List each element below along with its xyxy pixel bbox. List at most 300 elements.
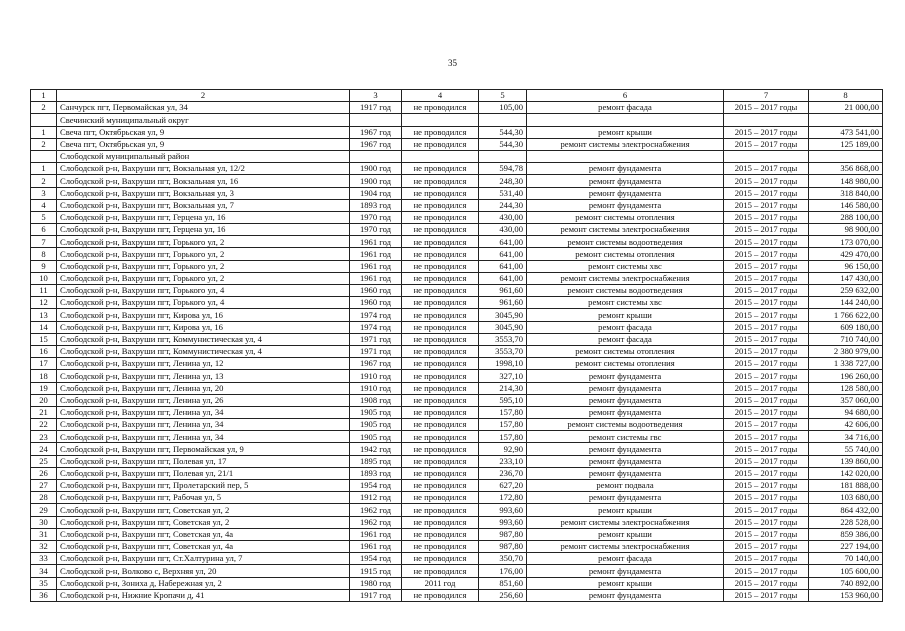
table-row — [31, 272, 883, 284]
row-number: 5 — [31, 211, 57, 223]
area-cell: 214,30 — [479, 382, 527, 394]
cost-cell: 196 260,00 — [809, 370, 883, 382]
area-cell: 3045,90 — [479, 321, 527, 333]
work-type-cell: ремонт фундамента — [527, 382, 724, 394]
cost-cell: 181 888,00 — [809, 480, 883, 492]
table-row — [31, 480, 883, 492]
group-empty-cell — [350, 150, 402, 162]
year-built-cell: 1915 год — [350, 565, 402, 577]
year-built-cell: 1904 год — [350, 187, 402, 199]
cost-cell: 128 580,00 — [809, 382, 883, 394]
table-row — [31, 370, 883, 382]
period-cell: 2015 – 2017 годы — [724, 516, 809, 528]
area-cell: 544,30 — [479, 126, 527, 138]
year-built-cell: 1970 год — [350, 224, 402, 236]
address-cell: Слободской р-н, Нижние Кропачи д, 41 — [57, 589, 350, 601]
period-cell: 2015 – 2017 годы — [724, 187, 809, 199]
address-cell: Слободской р-н, Вахруши пгт, Советская ул, 2 — [57, 516, 350, 528]
row-number: 15 — [31, 333, 57, 345]
work-type-cell: ремонт системы отопления — [527, 345, 724, 357]
area-cell: 544,30 — [479, 138, 527, 150]
table-row — [31, 260, 883, 272]
group-row — [31, 114, 883, 126]
work-type-cell: ремонт фундамента — [527, 589, 724, 601]
header-cell: 8 — [809, 90, 883, 102]
table-row — [31, 492, 883, 504]
group-empty-cell — [724, 150, 809, 162]
area-cell: 430,00 — [479, 224, 527, 236]
address-cell: Слободской р-н, Вахруши пгт, Советская ул, 4а — [57, 540, 350, 552]
work-type-cell: ремонт системы хвс — [527, 297, 724, 309]
address-cell: Слободской р-н, Вахруши пгт, Вокзальная ул, 12/2 — [57, 163, 350, 175]
work-type-cell: ремонт фундамента — [527, 443, 724, 455]
year-built-cell: 1967 год — [350, 358, 402, 370]
last-repair-cell: не проводился — [402, 224, 479, 236]
period-cell: 2015 – 2017 годы — [724, 333, 809, 345]
work-type-cell: ремонт системы водоотведения — [527, 419, 724, 431]
cost-cell: 94 680,00 — [809, 406, 883, 418]
cost-cell: 864 432,00 — [809, 504, 883, 516]
table-row — [31, 419, 883, 431]
page-number: 35 — [448, 58, 457, 68]
period-cell: 2015 – 2017 годы — [724, 528, 809, 540]
cost-cell: 429 470,00 — [809, 248, 883, 260]
cost-cell: 227 194,00 — [809, 540, 883, 552]
area-cell: 172,80 — [479, 492, 527, 504]
area-cell: 105,00 — [479, 102, 527, 114]
address-cell: Свеча пгт, Октябрьская ул, 9 — [57, 126, 350, 138]
address-cell: Слободской р-н, Вахруши пгт, Ст.Халтурина ул, 7 — [57, 553, 350, 565]
year-built-cell: 1980 год — [350, 577, 402, 589]
area-cell: 641,00 — [479, 236, 527, 248]
table-row — [31, 516, 883, 528]
year-built-cell: 1961 год — [350, 528, 402, 540]
cost-cell: 710 740,00 — [809, 333, 883, 345]
last-repair-cell: не проводился — [402, 455, 479, 467]
year-built-cell: 1967 год — [350, 138, 402, 150]
cost-cell: 318 840,00 — [809, 187, 883, 199]
last-repair-cell: не проводился — [402, 589, 479, 601]
work-type-cell: ремонт фасада — [527, 102, 724, 114]
address-cell: Слободской р-н, Вахруши пгт, Горького ул, 2 — [57, 260, 350, 272]
row-number: 10 — [31, 272, 57, 284]
table-row — [31, 211, 883, 223]
address-cell: Слободской р-н, Вахруши пгт, Вокзальная ул, 3 — [57, 187, 350, 199]
header-cell: 1 — [31, 90, 57, 102]
period-cell: 2015 – 2017 годы — [724, 382, 809, 394]
work-type-cell: ремонт фундамента — [527, 175, 724, 187]
area-cell: 993,60 — [479, 504, 527, 516]
address-cell: Слободской р-н, Вахруши пгт, Горького ул, 2 — [57, 248, 350, 260]
address-cell: Слободской р-н, Вахруши пгт, Ленина ул, 20 — [57, 382, 350, 394]
last-repair-cell: не проводился — [402, 394, 479, 406]
last-repair-cell: не проводился — [402, 102, 479, 114]
year-built-cell: 1908 год — [350, 394, 402, 406]
area-cell: 350,70 — [479, 553, 527, 565]
row-number: 29 — [31, 504, 57, 516]
work-type-cell: ремонт фундамента — [527, 455, 724, 467]
work-type-cell: ремонт подвала — [527, 480, 724, 492]
work-type-cell: ремонт крыши — [527, 126, 724, 138]
work-type-cell: ремонт фундамента — [527, 163, 724, 175]
area-cell: 851,60 — [479, 577, 527, 589]
address-cell: Слободской р-н, Вахруши пгт, Советская ул, 4а — [57, 528, 350, 540]
year-built-cell: 1960 год — [350, 297, 402, 309]
row-number: 23 — [31, 431, 57, 443]
cost-cell: 228 528,00 — [809, 516, 883, 528]
table-row — [31, 248, 883, 260]
group-number-cell — [31, 150, 57, 162]
last-repair-cell: не проводился — [402, 297, 479, 309]
last-repair-cell: не проводился — [402, 443, 479, 455]
address-cell: Слободской р-н, Вахруши пгт, Кирова ул, 16 — [57, 309, 350, 321]
group-empty-cell — [350, 114, 402, 126]
address-cell: Слободской р-н, Вахруши пгт, Кирова ул, 16 — [57, 321, 350, 333]
work-type-cell: ремонт системы электроснабжения — [527, 224, 724, 236]
year-built-cell: 1962 год — [350, 516, 402, 528]
year-built-cell: 1910 год — [350, 370, 402, 382]
period-cell: 2015 – 2017 годы — [724, 138, 809, 150]
year-built-cell: 1971 год — [350, 333, 402, 345]
address-cell: Слободской р-н, Вахруши пгт, Горького ул, 4 — [57, 297, 350, 309]
table-row — [31, 528, 883, 540]
year-built-cell: 1962 год — [350, 504, 402, 516]
row-number: 8 — [31, 248, 57, 260]
row-number: 27 — [31, 480, 57, 492]
row-number: 14 — [31, 321, 57, 333]
period-cell: 2015 – 2017 годы — [724, 492, 809, 504]
period-cell: 2015 – 2017 годы — [724, 540, 809, 552]
year-built-cell: 1900 год — [350, 175, 402, 187]
period-cell: 2015 – 2017 годы — [724, 589, 809, 601]
row-number: 2 — [31, 102, 57, 114]
row-number: 33 — [31, 553, 57, 565]
address-cell: Слободской р-н, Вахруши пгт, Ленина ул, 12 — [57, 358, 350, 370]
period-cell: 2015 – 2017 годы — [724, 345, 809, 357]
row-number: 36 — [31, 589, 57, 601]
last-repair-cell: не проводился — [402, 382, 479, 394]
cost-cell: 148 980,00 — [809, 175, 883, 187]
header-row — [31, 90, 883, 102]
period-cell: 2015 – 2017 годы — [724, 126, 809, 138]
group-empty-cell — [479, 150, 527, 162]
table-row — [31, 382, 883, 394]
work-type-cell: ремонт фасада — [527, 333, 724, 345]
address-cell: Слободской р-н, Вахруши пгт, Вокзальная ул, 16 — [57, 175, 350, 187]
row-number: 11 — [31, 285, 57, 297]
work-type-cell: ремонт фундамента — [527, 467, 724, 479]
period-cell: 2015 – 2017 годы — [724, 175, 809, 187]
year-built-cell: 1893 год — [350, 467, 402, 479]
last-repair-cell: не проводился — [402, 236, 479, 248]
period-cell: 2015 – 2017 годы — [724, 309, 809, 321]
table-row — [31, 333, 883, 345]
year-built-cell: 1954 год — [350, 480, 402, 492]
last-repair-cell: не проводился — [402, 516, 479, 528]
address-cell: Слободской р-н, Вахруши пгт, Ленина ул, 34 — [57, 419, 350, 431]
address-cell: Слободской р-н, Вахруши пгт, Горького ул, 4 — [57, 285, 350, 297]
period-cell: 2015 – 2017 годы — [724, 419, 809, 431]
year-built-cell: 1912 год — [350, 492, 402, 504]
group-empty-cell — [527, 150, 724, 162]
area-cell: 236,70 — [479, 467, 527, 479]
table-row — [31, 187, 883, 199]
row-number: 19 — [31, 382, 57, 394]
period-cell: 2015 – 2017 годы — [724, 224, 809, 236]
row-number: 20 — [31, 394, 57, 406]
table-row — [31, 199, 883, 211]
area-cell: 3553,70 — [479, 333, 527, 345]
period-cell: 2015 – 2017 годы — [724, 431, 809, 443]
row-number: 21 — [31, 406, 57, 418]
cost-cell: 356 868,00 — [809, 163, 883, 175]
table-row — [31, 236, 883, 248]
year-built-cell: 1917 год — [350, 589, 402, 601]
row-number: 30 — [31, 516, 57, 528]
table-row — [31, 553, 883, 565]
year-built-cell: 1893 год — [350, 199, 402, 211]
cost-cell: 96 150,00 — [809, 260, 883, 272]
area-cell: 157,80 — [479, 419, 527, 431]
year-built-cell: 1974 год — [350, 321, 402, 333]
header-cell: 5 — [479, 90, 527, 102]
group-empty-cell — [809, 114, 883, 126]
last-repair-cell: не проводился — [402, 480, 479, 492]
area-cell: 327,10 — [479, 370, 527, 382]
period-cell: 2015 – 2017 годы — [724, 272, 809, 284]
address-cell: Слободской р-н, Вахруши пгт, Герцена ул, 16 — [57, 224, 350, 236]
table-row — [31, 504, 883, 516]
row-number: 22 — [31, 419, 57, 431]
year-built-cell: 1905 год — [350, 419, 402, 431]
work-type-cell: ремонт системы гвс — [527, 431, 724, 443]
cost-cell: 125 189,00 — [809, 138, 883, 150]
row-number: 32 — [31, 540, 57, 552]
period-cell: 2015 – 2017 годы — [724, 297, 809, 309]
group-empty-cell — [527, 114, 724, 126]
period-cell: 2015 – 2017 годы — [724, 553, 809, 565]
area-cell: 531,40 — [479, 187, 527, 199]
area-cell: 987,80 — [479, 528, 527, 540]
last-repair-cell: не проводился — [402, 431, 479, 443]
cost-cell: 70 140,00 — [809, 553, 883, 565]
row-number: 2 — [31, 175, 57, 187]
period-cell: 2015 – 2017 годы — [724, 370, 809, 382]
address-cell: Слободской р-н, Вахруши пгт, Рабочая ул, 5 — [57, 492, 350, 504]
address-cell: Слободской р-н, Вахруши пгт, Полевая ул, 21/1 — [57, 467, 350, 479]
period-cell: 2015 – 2017 годы — [724, 248, 809, 260]
area-cell: 430,00 — [479, 211, 527, 223]
year-built-cell: 1961 год — [350, 248, 402, 260]
table-row — [31, 406, 883, 418]
row-number: 2 — [31, 138, 57, 150]
work-type-cell: ремонт системы водоотведения — [527, 236, 724, 248]
row-number: 9 — [31, 260, 57, 272]
header-cell: 3 — [350, 90, 402, 102]
last-repair-cell: не проводился — [402, 285, 479, 297]
work-type-cell: ремонт фундамента — [527, 394, 724, 406]
cost-cell: 42 606,00 — [809, 419, 883, 431]
table-row — [31, 577, 883, 589]
period-cell: 2015 – 2017 годы — [724, 467, 809, 479]
year-built-cell: 1900 год — [350, 163, 402, 175]
row-number: 12 — [31, 297, 57, 309]
cost-cell: 288 100,00 — [809, 211, 883, 223]
area-cell: 1998,10 — [479, 358, 527, 370]
row-number: 16 — [31, 345, 57, 357]
year-built-cell: 1905 год — [350, 406, 402, 418]
table-row — [31, 467, 883, 479]
area-cell: 641,00 — [479, 260, 527, 272]
address-cell: Свеча пгт, Октябрьская ул, 9 — [57, 138, 350, 150]
period-cell: 2015 – 2017 годы — [724, 358, 809, 370]
address-cell: Слободской р-н, Вахруши пгт, Первомайская ул, 9 — [57, 443, 350, 455]
table-row — [31, 138, 883, 150]
last-repair-cell: не проводился — [402, 199, 479, 211]
cost-cell: 859 386,00 — [809, 528, 883, 540]
table-row — [31, 394, 883, 406]
address-cell: Слободской р-н, Вахруши пгт, Полевая ул, 17 — [57, 455, 350, 467]
area-cell: 256,60 — [479, 589, 527, 601]
area-cell: 961,60 — [479, 297, 527, 309]
group-name: Слободской муниципальный район — [57, 150, 350, 162]
row-number: 1 — [31, 126, 57, 138]
address-cell: Слободской р-н, Вахруши пгт, Советская ул, 2 — [57, 504, 350, 516]
cost-cell: 34 716,00 — [809, 431, 883, 443]
area-cell: 157,80 — [479, 431, 527, 443]
last-repair-cell: не проводился — [402, 260, 479, 272]
work-type-cell: ремонт системы хвс — [527, 260, 724, 272]
year-built-cell: 1961 год — [350, 540, 402, 552]
cost-cell: 1 338 727,00 — [809, 358, 883, 370]
cost-cell: 146 580,00 — [809, 199, 883, 211]
period-cell: 2015 – 2017 годы — [724, 443, 809, 455]
table-row — [31, 224, 883, 236]
table-row — [31, 163, 883, 175]
address-cell: Слободской р-н, Вахруши пгт, Горького ул, 2 — [57, 272, 350, 284]
year-built-cell: 1970 год — [350, 211, 402, 223]
last-repair-cell: не проводился — [402, 467, 479, 479]
work-type-cell: ремонт системы отопления — [527, 248, 724, 260]
work-type-cell: ремонт фундамента — [527, 406, 724, 418]
cost-cell: 740 892,00 — [809, 577, 883, 589]
table-row — [31, 455, 883, 467]
work-type-cell: ремонт фундамента — [527, 492, 724, 504]
last-repair-cell: не проводился — [402, 309, 479, 321]
year-built-cell: 1961 год — [350, 236, 402, 248]
last-repair-cell: не проводился — [402, 345, 479, 357]
cost-cell: 2 380 979,00 — [809, 345, 883, 357]
area-cell: 594,78 — [479, 163, 527, 175]
period-cell: 2015 – 2017 годы — [724, 480, 809, 492]
group-row — [31, 150, 883, 162]
last-repair-cell: не проводился — [402, 248, 479, 260]
area-cell: 244,30 — [479, 199, 527, 211]
group-empty-cell — [402, 150, 479, 162]
area-cell: 176,00 — [479, 565, 527, 577]
period-cell: 2015 – 2017 годы — [724, 565, 809, 577]
last-repair-cell: не проводился — [402, 492, 479, 504]
work-type-cell: ремонт фундамента — [527, 187, 724, 199]
group-empty-cell — [724, 114, 809, 126]
last-repair-cell: не проводился — [402, 553, 479, 565]
cost-cell: 144 240,00 — [809, 297, 883, 309]
last-repair-cell: не проводился — [402, 272, 479, 284]
repair-register-table — [30, 89, 883, 602]
period-cell: 2015 – 2017 годы — [724, 406, 809, 418]
year-built-cell: 1954 год — [350, 553, 402, 565]
last-repair-cell: не проводился — [402, 528, 479, 540]
period-cell: 2015 – 2017 годы — [724, 260, 809, 272]
work-type-cell: ремонт крыши — [527, 528, 724, 540]
work-type-cell: ремонт системы электроснабжения — [527, 138, 724, 150]
cost-cell: 259 632,00 — [809, 285, 883, 297]
year-built-cell: 1971 год — [350, 345, 402, 357]
last-repair-cell: не проводился — [402, 126, 479, 138]
last-repair-cell: не проводился — [402, 419, 479, 431]
address-cell: Слободской р-н, Зониха д, Набережная ул, 2 — [57, 577, 350, 589]
cost-cell: 609 180,00 — [809, 321, 883, 333]
row-number: 34 — [31, 565, 57, 577]
cost-cell: 357 060,00 — [809, 394, 883, 406]
last-repair-cell: не проводился — [402, 540, 479, 552]
row-number: 4 — [31, 199, 57, 211]
year-built-cell: 1895 год — [350, 455, 402, 467]
last-repair-cell: не проводился — [402, 370, 479, 382]
year-built-cell: 1960 год — [350, 285, 402, 297]
area-cell: 3045,90 — [479, 309, 527, 321]
work-type-cell: ремонт системы электроснабжения — [527, 516, 724, 528]
row-number: 1 — [31, 163, 57, 175]
area-cell: 987,80 — [479, 540, 527, 552]
row-number: 3 — [31, 187, 57, 199]
header-cell: 6 — [527, 90, 724, 102]
work-type-cell: ремонт фундамента — [527, 565, 724, 577]
area-cell: 233,10 — [479, 455, 527, 467]
cost-cell: 139 860,00 — [809, 455, 883, 467]
table-row — [31, 345, 883, 357]
table-row — [31, 102, 883, 114]
period-cell: 2015 – 2017 годы — [724, 285, 809, 297]
table-row — [31, 431, 883, 443]
table-row — [31, 297, 883, 309]
last-repair-cell: 2011 год — [402, 577, 479, 589]
year-built-cell: 1974 год — [350, 309, 402, 321]
work-type-cell: ремонт фундамента — [527, 370, 724, 382]
row-number: 35 — [31, 577, 57, 589]
cost-cell: 55 740,00 — [809, 443, 883, 455]
last-repair-cell: не проводился — [402, 358, 479, 370]
year-built-cell: 1905 год — [350, 431, 402, 443]
address-cell: Слободской р-н, Вахруши пгт, Ленина ул, 34 — [57, 431, 350, 443]
last-repair-cell: не проводился — [402, 138, 479, 150]
year-built-cell: 1910 год — [350, 382, 402, 394]
row-number: 26 — [31, 467, 57, 479]
row-number: 7 — [31, 236, 57, 248]
row-number: 6 — [31, 224, 57, 236]
row-number: 25 — [31, 455, 57, 467]
cost-cell: 98 900,00 — [809, 224, 883, 236]
table-row — [31, 358, 883, 370]
last-repair-cell: не проводился — [402, 504, 479, 516]
area-cell: 92,90 — [479, 443, 527, 455]
address-cell: Санчурск пгт, Первомайская ул, 34 — [57, 102, 350, 114]
cost-cell: 103 680,00 — [809, 492, 883, 504]
period-cell: 2015 – 2017 годы — [724, 577, 809, 589]
year-built-cell: 1917 год — [350, 102, 402, 114]
period-cell: 2015 – 2017 годы — [724, 394, 809, 406]
last-repair-cell: не проводился — [402, 175, 479, 187]
